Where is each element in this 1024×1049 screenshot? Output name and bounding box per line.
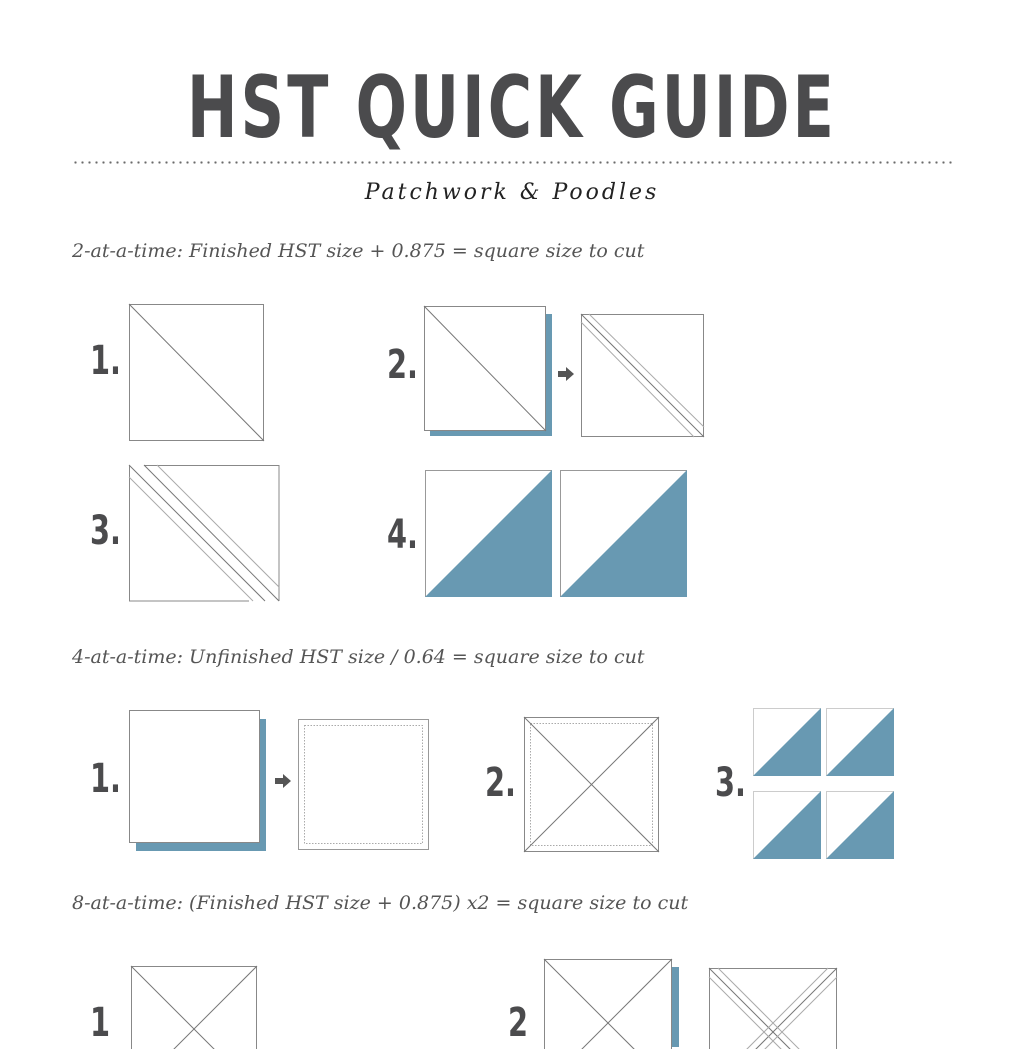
- step-number: 1.: [90, 756, 121, 802]
- formula-8-at-a-time: 8-at-a-time: (Finished HST size + 0.875) x2 = square size to cut: [72, 892, 688, 914]
- step-number: 3.: [715, 760, 746, 806]
- four-hst-blocks: [753, 708, 895, 860]
- x-cut-square-figure: [524, 717, 660, 853]
- formula-4-at-a-time: 4-at-a-time: Unfinished HST size / 0.64 = square size to cut: [72, 646, 644, 668]
- finished-hst-block: [560, 470, 688, 598]
- brand-signature: Patchwork & Poodles: [0, 180, 1024, 205]
- stitched-perimeter-square: [298, 719, 430, 851]
- arrow-right-icon: [556, 366, 578, 382]
- step-number: 2: [508, 1000, 528, 1046]
- step-number: 4.: [387, 512, 418, 558]
- square-diagonal-figure: [129, 304, 265, 442]
- page-title: HST QUICK GUIDE: [113, 58, 912, 158]
- stacked-squares-figure: [424, 306, 552, 438]
- step-number: 1.: [90, 338, 121, 384]
- stitched-x-square-figure: [709, 968, 839, 1048]
- stacked-squares-figure: [544, 959, 682, 1049]
- cut-square-figure: [129, 465, 281, 603]
- arrow-right-icon: [273, 773, 295, 789]
- x-cut-square-figure: [131, 966, 259, 1046]
- stacked-squares-figure: [129, 710, 267, 852]
- dotted-divider: [72, 161, 952, 164]
- step-number: 1: [90, 1000, 110, 1046]
- step-number: 3.: [90, 508, 121, 554]
- step-number: 2.: [387, 342, 418, 388]
- stitched-square-figure: [581, 314, 705, 438]
- finished-hst-block: [425, 470, 553, 598]
- step-number: 2.: [485, 760, 516, 806]
- formula-2-at-a-time: 2-at-a-time: Finished HST size + 0.875 = square size to cut: [72, 240, 644, 262]
